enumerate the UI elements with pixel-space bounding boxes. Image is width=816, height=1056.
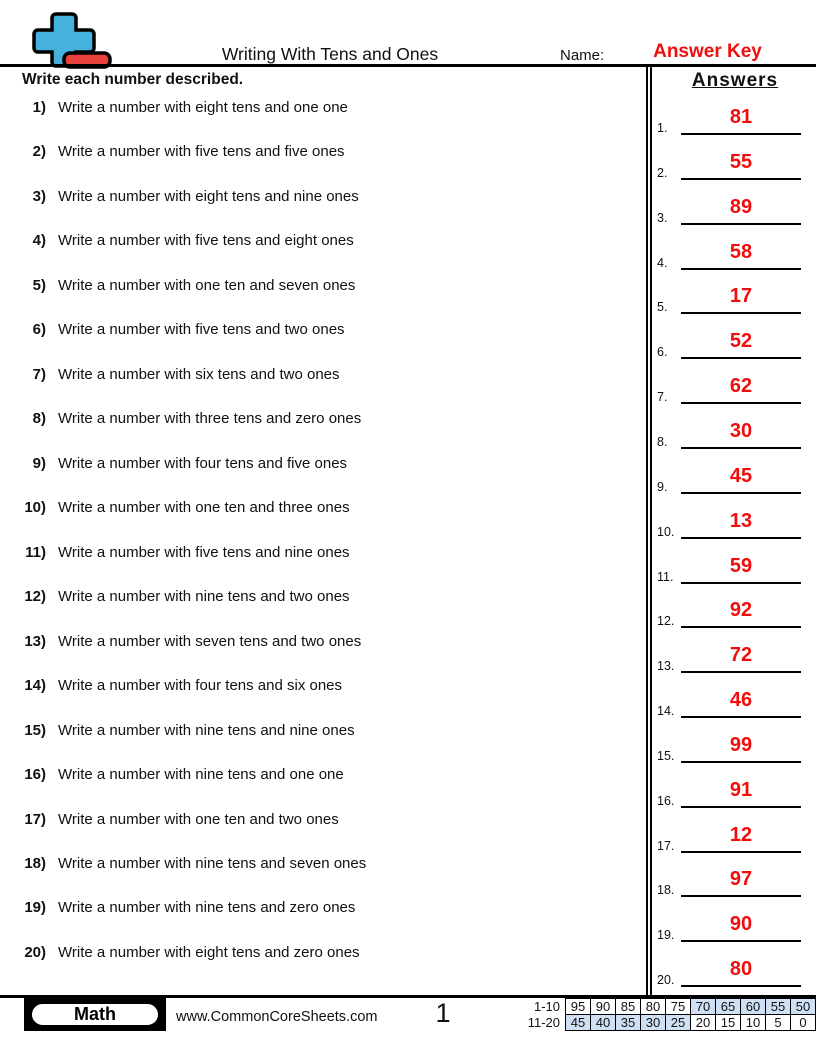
question-number: 9) [32, 454, 46, 472]
answer-row [655, 824, 805, 858]
instructions-text: Write each number described. [22, 71, 244, 88]
answer-row [655, 285, 805, 319]
question-number: 17) [24, 810, 46, 828]
answer-value: 99 [681, 734, 801, 763]
question-number: 7) [32, 365, 46, 383]
answer-value: 58 [681, 241, 801, 270]
answer-number: 11. [657, 569, 674, 584]
question-number: 15) [24, 721, 46, 739]
answer-value: 89 [681, 196, 801, 225]
answers-header: Answers [691, 70, 779, 91]
answer-row [655, 196, 805, 230]
question-text: Write a number with one ten and seven ones [58, 276, 356, 294]
question-text: Write a number with five tens and five ones [58, 143, 345, 161]
answer-row [655, 913, 805, 947]
question-number: 8) [32, 410, 46, 428]
answer-value: 81 [681, 106, 801, 135]
answer-number: 10. [657, 524, 675, 539]
answer-value: 17 [681, 285, 801, 314]
question-row [0, 811, 630, 833]
question-text: Write a number with nine tens and seven ones [58, 854, 367, 872]
subject-badge-label: Math [30, 1002, 160, 1027]
question-row [0, 143, 630, 165]
question-row [0, 544, 630, 566]
question-row [0, 722, 630, 744]
answer-number: 17. [657, 838, 675, 853]
answer-value: 30 [681, 420, 801, 449]
question-row [0, 766, 630, 788]
answer-value: 72 [681, 644, 801, 673]
question-number: 10) [24, 499, 46, 517]
question-text: Write a number with eight tens and one one [58, 99, 348, 116]
score-cell: 75 [666, 999, 691, 1015]
answer-value: 55 [681, 151, 801, 180]
score-cell: 70 [691, 999, 716, 1015]
answer-number: 7. [657, 390, 668, 405]
score-cell: 25 [666, 1015, 691, 1031]
score-cell: 20 [691, 1015, 716, 1031]
answer-row [655, 510, 805, 544]
answer-number: 18. [657, 883, 675, 898]
question-row [0, 677, 630, 699]
answer-number: 6. [657, 345, 668, 360]
question-number: 18) [24, 854, 46, 872]
answer-row [655, 420, 805, 454]
answer-number: 16. [657, 793, 675, 808]
answer-row [655, 106, 805, 140]
page-number: 1 [435, 998, 451, 1028]
answer-number: 4. [657, 255, 668, 270]
score-cell: 80 [641, 999, 666, 1015]
score-cell: 55 [766, 999, 791, 1015]
answer-row [655, 734, 805, 768]
question-text: Write a number with eight tens and zero ones [58, 943, 360, 961]
question-number: 1) [32, 99, 46, 116]
question-row [0, 277, 630, 299]
score-cell: 35 [616, 1015, 641, 1031]
answer-number: 13. [657, 659, 675, 674]
question-row [0, 455, 630, 477]
question-number: 2) [32, 143, 46, 161]
score-cell: 65 [716, 999, 741, 1015]
score-row-label: 1-10 [533, 999, 560, 1014]
answer-value: 62 [681, 375, 801, 404]
question-row [0, 410, 630, 432]
question-text: Write a number with eight tens and nine ones [58, 187, 359, 205]
answer-row [655, 958, 805, 992]
score-cell: 45 [566, 1015, 591, 1031]
answer-value: 46 [681, 689, 801, 718]
answer-number: 14. [657, 704, 675, 719]
answer-number: 3. [657, 210, 668, 225]
question-row [0, 855, 630, 877]
answer-value: 97 [681, 868, 801, 897]
answer-value: 45 [681, 465, 801, 494]
answer-row [655, 689, 805, 723]
question-number: 16) [24, 766, 46, 784]
answer-value: 91 [681, 779, 801, 808]
question-row [0, 944, 630, 966]
question-number: 19) [24, 899, 46, 917]
answer-row [655, 465, 805, 499]
answer-value: 12 [681, 824, 801, 853]
question-text: Write a number with seven tens and two ones [58, 632, 362, 650]
question-text: Write a number with five tens and eight ones [58, 232, 354, 250]
question-row [0, 188, 630, 210]
question-number: 11) [25, 543, 46, 561]
answer-value: 92 [681, 599, 801, 628]
answer-value: 13 [681, 510, 801, 539]
answer-value: 59 [681, 555, 801, 584]
answer-number: 2. [657, 165, 668, 180]
question-row [0, 588, 630, 610]
answer-row [655, 779, 805, 813]
answer-value: 90 [681, 913, 801, 942]
score-cell: 0 [791, 1015, 816, 1031]
question-text: Write a number with nine tens and zero ones [58, 899, 356, 917]
answer-value: 80 [681, 958, 801, 987]
question-text: Write a number with nine tens and nine ones [58, 721, 355, 739]
score-cell: 50 [791, 999, 816, 1015]
question-row [0, 499, 630, 521]
question-text: Write a number with one ten and three ones [58, 499, 350, 517]
score-cell: 15 [716, 1015, 741, 1031]
score-cell: 60 [741, 999, 766, 1015]
question-text: Write a number with four tens and six ones [58, 677, 343, 695]
question-number: 20) [24, 943, 46, 961]
answer-row [655, 330, 805, 364]
answer-row [655, 375, 805, 409]
question-row [0, 99, 630, 121]
question-number: 14) [24, 677, 46, 695]
question-text: Write a number with nine tens and two ones [58, 588, 350, 606]
question-text: Write a number with five tens and two ones [58, 321, 345, 339]
question-number: 3) [32, 187, 46, 205]
question-text: Write a number with three tens and zero ones [58, 410, 362, 428]
answer-row [655, 644, 805, 678]
score-cell: 5 [766, 1015, 791, 1031]
question-row [0, 321, 630, 343]
answer-number: 15. [657, 748, 675, 763]
answer-number: 9. [657, 479, 668, 494]
answer-row [655, 555, 805, 589]
question-row [0, 232, 630, 254]
website-url: www.CommonCoreSheets.com [176, 1009, 378, 1025]
answer-number: 20. [657, 973, 675, 988]
score-cell: 95 [566, 999, 591, 1015]
answer-number: 12. [657, 614, 675, 629]
score-row-label: 11-20 [527, 1015, 560, 1030]
question-text: Write a number with nine tens and one one [58, 766, 344, 784]
answer-number: 19. [657, 928, 675, 943]
question-text: Write a number with five tens and nine ones [58, 543, 350, 561]
score-cell: 30 [641, 1015, 666, 1031]
score-cell: 40 [591, 1015, 616, 1031]
answer-number: 8. [657, 434, 668, 449]
score-cell: 90 [591, 999, 616, 1015]
answer-number: 5. [657, 300, 668, 315]
score-cell: 85 [616, 999, 641, 1015]
answer-row [655, 241, 805, 275]
answer-row [655, 868, 805, 902]
question-number: 13) [24, 632, 46, 650]
question-number: 4) [32, 232, 46, 250]
question-text: Write a number with four tens and five ones [58, 454, 348, 472]
page-title: Writing With Tens and Ones [221, 44, 439, 64]
question-number: 6) [32, 321, 46, 339]
score-table [524, 998, 816, 1031]
question-number: 5) [32, 276, 46, 294]
answer-row [655, 599, 805, 633]
name-label: Name: [560, 47, 605, 64]
question-row [0, 366, 630, 388]
answer-row [655, 151, 805, 185]
score-cell: 10 [741, 1015, 766, 1031]
header-rule [0, 64, 816, 67]
question-row [0, 633, 630, 655]
answer-number: 1. [657, 121, 668, 135]
answer-value: 52 [681, 330, 801, 359]
subject-badge [24, 998, 166, 1031]
question-number: 12) [24, 588, 46, 606]
question-text: Write a number with six tens and two ones [58, 365, 340, 383]
answer-key-text: Answer Key [653, 41, 762, 62]
question-row [0, 899, 630, 921]
answers-divider [646, 67, 652, 995]
question-text: Write a number with one ten and two ones [58, 810, 339, 828]
